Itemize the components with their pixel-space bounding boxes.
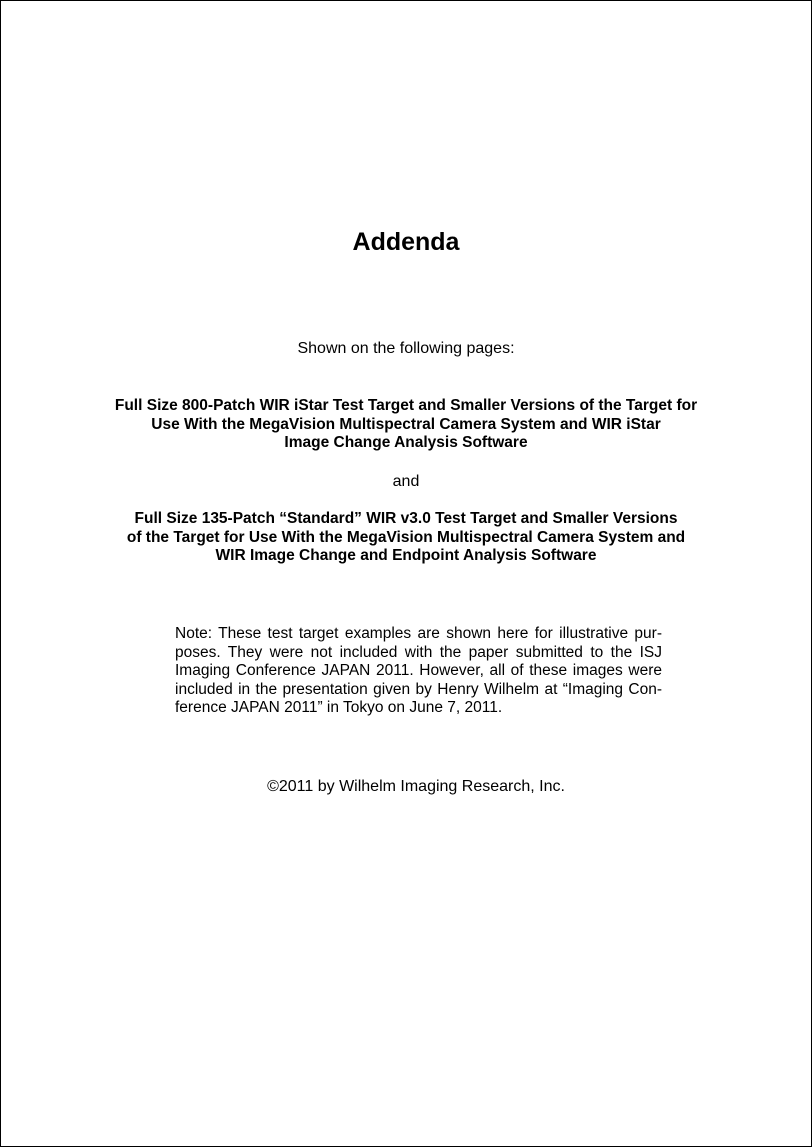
- note-line: Note: These test target examples are shown here for illustrative pur-: [175, 625, 662, 642]
- heading-line: Image Change Analysis Software: [284, 434, 528, 451]
- heading-line: of the Target for Use With the MegaVision Multispectral Camera System and: [126, 528, 686, 546]
- heading-line: Use With the MegaVision Multispectral Camera System and WIR iStar: [151, 415, 661, 433]
- page-title: Addenda: [352, 228, 460, 256]
- note-line: ference JAPAN 2011” in Tokyo on June 7, 2011.: [175, 699, 503, 717]
- section-heading-istar: [1, 397, 811, 453]
- heading-line: Full Size 135-Patch “Standard” WIR v3.0 Test Target and Smaller Versions: [134, 510, 678, 527]
- heading-line: WIR Image Change and Endpoint Analysis Software: [215, 547, 597, 564]
- section-heading-standard: [1, 510, 811, 566]
- note-line: poses. They were not included with the paper submitted to the ISJ: [175, 643, 662, 661]
- copyright-text: ©2011 by Wilhelm Imaging Research, Inc.: [267, 778, 565, 795]
- conjunction-text: and: [392, 473, 420, 490]
- note-paragraph: [175, 625, 662, 718]
- heading-line: Full Size 800-Patch WIR iStar Test Target and Smaller Versions of the Target for: [114, 397, 698, 414]
- note-line: Imaging Conference JAPAN 2011. However, all of these images were: [175, 662, 662, 680]
- intro-text: Shown on the following pages:: [297, 340, 515, 357]
- note-line: included in the presentation given by Henry Wilhelm at “Imaging Con-: [175, 680, 662, 698]
